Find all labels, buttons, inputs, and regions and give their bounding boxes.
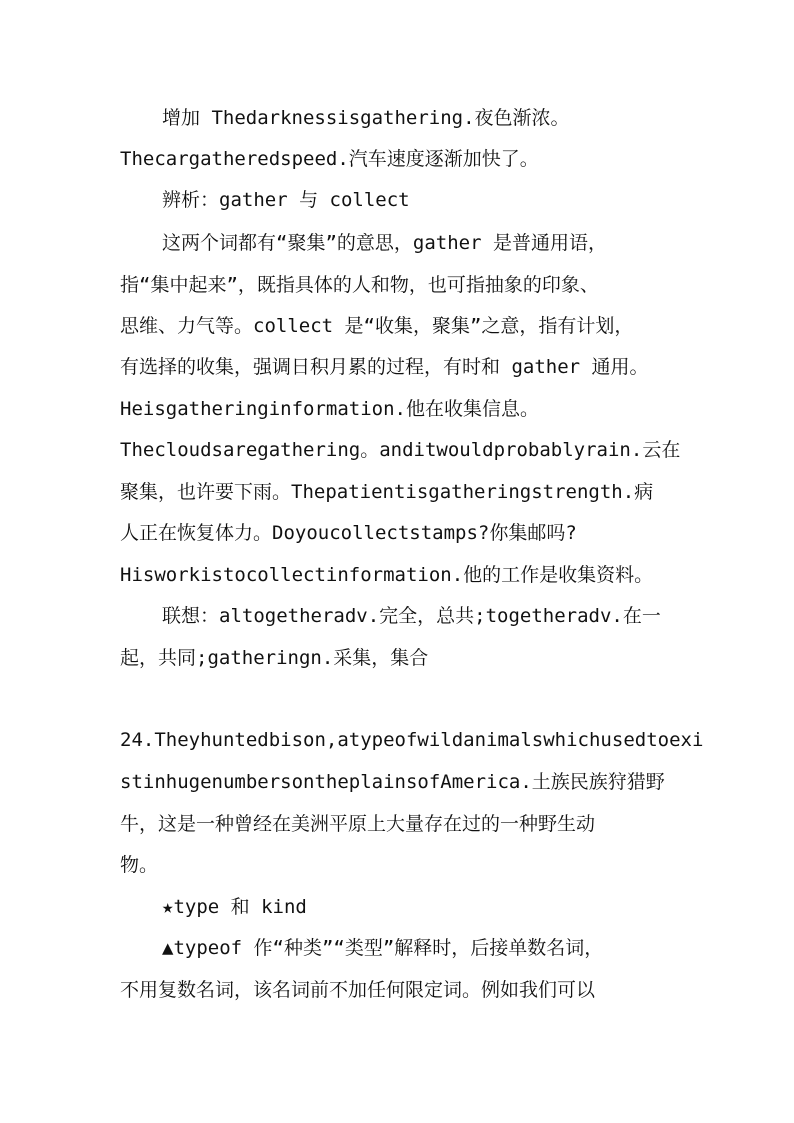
text-line: 牛，这是一种曾经在美洲平原上大量存在过的一种野生动: [120, 813, 596, 835]
text-line: Heisgatheringinformation.他在收集信息。: [120, 398, 539, 420]
text-line: 思维、力气等。collect 是“收集，聚集”之意，指有计划，: [120, 315, 634, 337]
text-line: 有选择的收集，强调日积月累的过程，有时和 gather 通用。: [120, 356, 649, 378]
text-line: ▲typeof 作“种类”“类型”解释时，后接单数名词，: [162, 937, 604, 959]
text-line: 聚集，也许要下雨。Thepatientisgatheringstrength.病: [120, 481, 654, 503]
text-line: Thecloudsaregathering。anditwouldprobablyrain.云在: [120, 439, 681, 461]
text-line: 24.Theyhuntedbison,atypeofwildanimalswhichusedtoexi: [120, 729, 704, 751]
text-line: Hisworkistocollectinformation.他的工作是收集资料。: [120, 564, 654, 586]
text-line: stinhugenumbersontheplainsofAmerica.土族民族狩猎野: [120, 771, 665, 793]
text-line: Thecargatheredspeed.汽车速度逐渐加快了。: [120, 148, 539, 170]
text-line: 辨析：gather 与 collect: [162, 189, 410, 211]
text-line: ★type 和 kind: [162, 896, 307, 918]
text-line: 不用复数名词，该名词前不加任何限定词。例如我们可以: [120, 979, 596, 1001]
text-line: 这两个词都有“聚集”的意思，gather 是普通用语，: [162, 232, 607, 254]
text-line: 增加 Thedarknessisgathering.夜色渐浓。: [162, 107, 570, 129]
text-line: 起，共同;gatheringn.采集，集合: [120, 647, 429, 669]
text-line: 指“集中起来”，既指具体的人和物，也可指抽象的印象、: [120, 274, 599, 296]
text-line: 物。: [120, 854, 159, 876]
text-line: 人正在恢复体力。Doyoucollectstamps?你集邮吗?: [120, 522, 577, 544]
text-line: 联想：altogetheradv.完全，总共;togetheradv.在一: [162, 605, 661, 627]
